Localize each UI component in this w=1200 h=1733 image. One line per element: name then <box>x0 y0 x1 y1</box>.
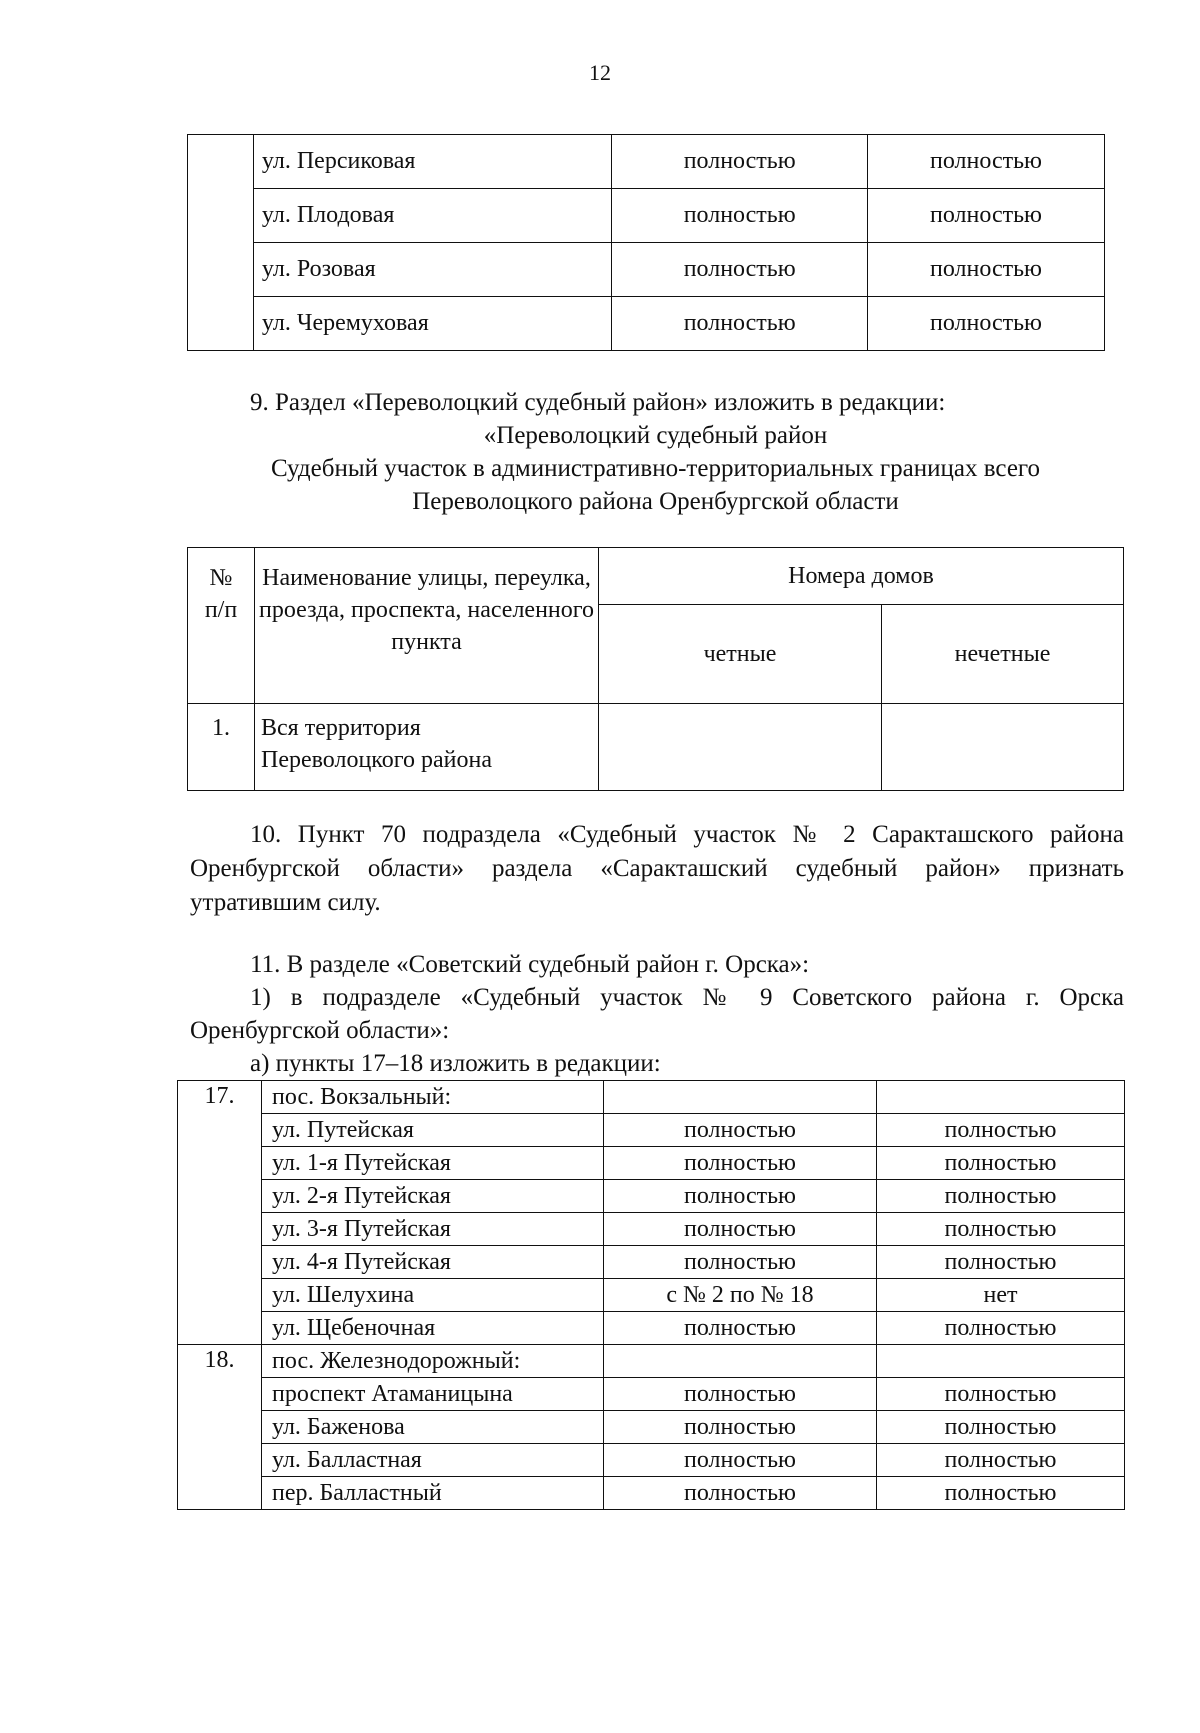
section-11-intro: 11. В разделе «Советский судебный район г. Орска»: <box>250 951 810 978</box>
table-row <box>188 297 1105 351</box>
even-houses: полностью <box>612 297 868 351</box>
street-name: ул. Путейская <box>262 1114 604 1147</box>
even-houses: полностью <box>612 189 868 243</box>
section-10-text: 10. Пункт 70 подраздела «Судебный участок № 2 Саракташского района Оренбургской области» раздела «Саракташский судебный район» признать утратившим силу. <box>190 821 1124 916</box>
table-row <box>178 1477 1125 1510</box>
street-name: ул. Щебеночная <box>262 1312 604 1345</box>
table-row <box>178 1378 1125 1411</box>
header-number <box>188 548 255 704</box>
even-houses: полностью <box>612 243 868 297</box>
odd-houses <box>882 704 1124 791</box>
item-number: 17. <box>178 1081 262 1114</box>
item-number <box>178 1114 262 1147</box>
even-houses <box>604 1345 877 1378</box>
street-name: ул. 4-я Путейская <box>262 1246 604 1279</box>
even-houses: полностью <box>604 1444 877 1477</box>
table-row <box>178 1279 1125 1312</box>
territory-name-line: Переволоцкого района <box>261 747 492 773</box>
table-row <box>178 1411 1125 1444</box>
section-11-item-a: а) пункты 17–18 изложить в редакции: <box>250 1050 661 1077</box>
street-name: ул. Плодовая <box>253 189 611 243</box>
odd-houses: полностью <box>877 1246 1125 1279</box>
table-row <box>188 135 1105 189</box>
settlement-name: пос. Вокзальный: <box>262 1081 604 1114</box>
odd-houses <box>877 1081 1125 1114</box>
even-houses: полностью <box>612 135 868 189</box>
header-street-name: Наименование улицы, переулка, проезда, проспекта, населенного пункта <box>255 548 599 704</box>
even-houses: полностью <box>604 1246 877 1279</box>
settlement-name: пос. Железнодорожный: <box>262 1345 604 1378</box>
even-houses: полностью <box>604 1477 877 1510</box>
perevolotsky-table <box>187 547 1124 791</box>
header-number-sign: № <box>209 565 233 591</box>
item-number <box>178 1444 262 1477</box>
street-name: ул. 3-я Путейская <box>262 1213 604 1246</box>
even-houses: полностью <box>604 1147 877 1180</box>
item-number: 18. <box>178 1345 262 1378</box>
odd-houses <box>877 1345 1125 1378</box>
table-row <box>188 704 1124 791</box>
odd-houses: полностью <box>877 1312 1125 1345</box>
territory-name-line: Вся территория <box>261 715 421 741</box>
table-row <box>188 243 1105 297</box>
table-row <box>178 1312 1125 1345</box>
street-name: ул. 1-я Путейская <box>262 1147 604 1180</box>
even-houses: полностью <box>604 1378 877 1411</box>
header-odd: нечетные <box>882 605 1124 704</box>
table-row <box>178 1147 1125 1180</box>
section-9-district-title: «Переволоцкий судебный район <box>483 422 828 449</box>
section-9-court-area: Судебный участок в административно-территориальных границах всего <box>270 455 1041 482</box>
section-9-court-area-cont: Переволоцкого района Оренбургской области <box>412 488 899 515</box>
even-houses <box>599 704 882 791</box>
odd-houses: полностью <box>877 1213 1125 1246</box>
even-houses: с № 2 по № 18 <box>604 1279 877 1312</box>
table-row <box>178 1114 1125 1147</box>
even-houses: полностью <box>604 1114 877 1147</box>
item-number <box>178 1411 262 1444</box>
header-house-numbers: Номера домов <box>599 548 1124 605</box>
odd-houses: полностью <box>877 1114 1125 1147</box>
row-number: 1. <box>188 704 255 791</box>
odd-houses: полностью <box>868 243 1105 297</box>
even-houses: полностью <box>604 1411 877 1444</box>
table-row <box>178 1081 1125 1114</box>
table-row <box>178 1444 1125 1477</box>
street-name: ул. Черемуховая <box>253 297 611 351</box>
even-houses: полностью <box>604 1213 877 1246</box>
odd-houses: полностью <box>877 1147 1125 1180</box>
odd-houses: полностью <box>868 297 1105 351</box>
table-row <box>178 1246 1125 1279</box>
item-number <box>178 1477 262 1510</box>
odd-houses: нет <box>877 1279 1125 1312</box>
item-number <box>178 1180 262 1213</box>
orsk-street-table <box>177 1080 1125 1510</box>
even-houses <box>604 1081 877 1114</box>
street-name: ул. Розовая <box>253 243 611 297</box>
street-table-continued <box>187 134 1105 351</box>
item-number <box>178 1147 262 1180</box>
section-11-subsection: 1) в подразделе «Судебный участок № 9 Советского района г. Орска Оренбургской области»: <box>190 984 1124 1044</box>
even-houses: полностью <box>604 1180 877 1213</box>
street-name: ул. Балластная <box>262 1444 604 1477</box>
odd-houses: полностью <box>877 1477 1125 1510</box>
table-header-row <box>188 548 1124 605</box>
street-name: проспект Атаманицына <box>262 1378 604 1411</box>
item-number <box>178 1312 262 1345</box>
street-name: ул. Персиковая <box>253 135 611 189</box>
item-number <box>178 1213 262 1246</box>
section-9-intro: 9. Раздел «Переволоцкий судебный район» изложить в редакции: <box>250 389 946 416</box>
street-name: ул. Шелухина <box>262 1279 604 1312</box>
odd-houses: полностью <box>868 189 1105 243</box>
odd-houses: полностью <box>877 1378 1125 1411</box>
odd-houses: полностью <box>868 135 1105 189</box>
street-name: ул. Баженова <box>262 1411 604 1444</box>
odd-houses: полностью <box>877 1444 1125 1477</box>
even-houses: полностью <box>604 1312 877 1345</box>
table-row <box>178 1180 1125 1213</box>
table-row <box>188 189 1105 243</box>
row-number-cell <box>188 135 254 351</box>
header-number-abbr: п/п <box>204 597 238 623</box>
item-number <box>178 1279 262 1312</box>
street-name: пер. Балластный <box>262 1477 604 1510</box>
odd-houses: полностью <box>877 1180 1125 1213</box>
territory-name <box>255 704 599 791</box>
item-number <box>178 1378 262 1411</box>
odd-houses: полностью <box>877 1411 1125 1444</box>
item-number <box>178 1246 262 1279</box>
table-row <box>178 1213 1125 1246</box>
street-name: ул. 2-я Путейская <box>262 1180 604 1213</box>
header-even: четные <box>599 605 882 704</box>
table-row <box>178 1345 1125 1378</box>
page-number: 12 <box>589 60 611 85</box>
